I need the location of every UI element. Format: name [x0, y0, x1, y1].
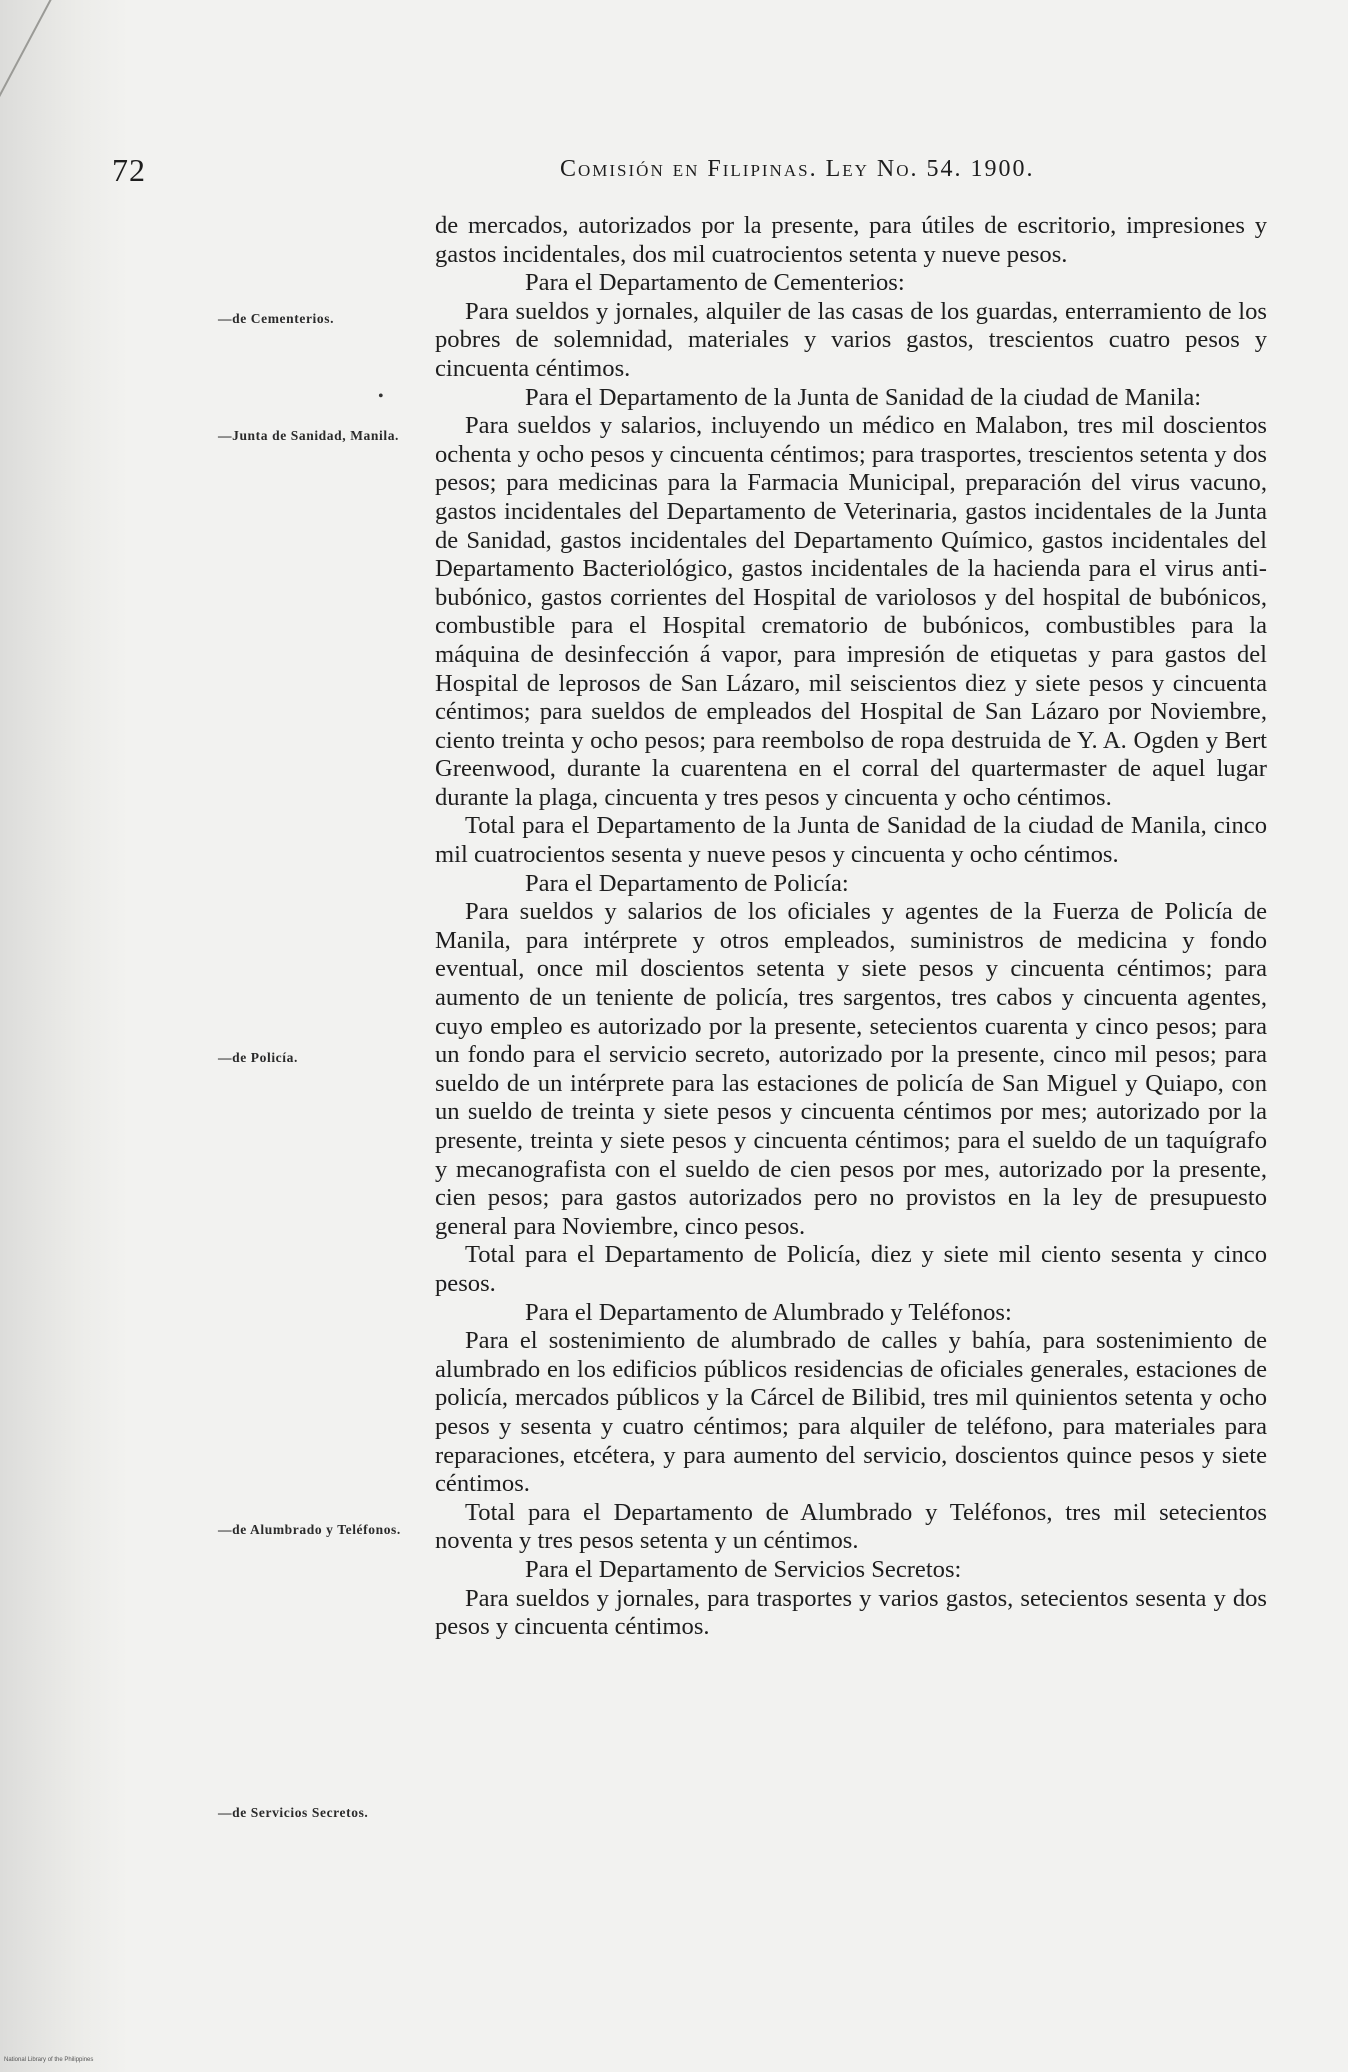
library-footer: National Library of the Philippines [4, 2057, 94, 2063]
margin-note-junta-sanidad: —Junta de Sanidad, Manila. [218, 428, 400, 443]
paragraph-servicios-secretos: Para sueldos y jornales, para trasportes y varios gastos, setecientos sesenta y dos pesos y cincuenta céntimos. [435, 1584, 1267, 1641]
total-junta-sanidad: Total para el Departamento de la Junta de Sanidad de la ciudad de Manila, cinco mil cuatrocientos sesenta y nueve pesos y cincuenta y ocho céntimos. [435, 812, 1267, 869]
paragraph-continuation: de mercados, autorizados por la presente, para útiles de escritorio, impresiones y gastos incidentales, dos mil cuatrocientos setenta y nueve pesos. [435, 212, 1267, 268]
page-shadow-edge [0, 0, 130, 2072]
heading-alumbrado: Para el Departamento de Alumbrado y Teléfonos: [525, 1298, 1012, 1326]
running-head: Comisión en Filipinas. Ley No. 54. 1900. [560, 156, 1035, 182]
total-alumbrado: Total para el Departamento de Alumbrado y Teléfonos, tres mil setecientos noventa y tres pesos setenta y un céntimos. [435, 1498, 1267, 1555]
heading-cementerios: Para el Departamento de Cementerios: [525, 269, 905, 297]
heading-policia: Para el Departamento de Policía: [525, 869, 849, 897]
heading-servicios-secretos: Para el Departamento de Servicios Secretos: [525, 1555, 962, 1583]
paragraph-policia: Para sueldos y salarios de los oficiales y agentes de la Fuerza de Policía de Manila, para intérprete y otros empleados, suministros de medicina y fondo eventual, once mil doscientos setenta y siete pesos y cincuenta céntimos; para aumento de un teniente de policía, tres sargentos, tres cabos y cincuenta agentes, cuyo empleo es autorizado por la presente, setecientos cuarenta y cinco pesos; para un fondo para el servicio secreto, autorizado por la presente, cinco mil pesos; para sueldo de un intérprete para las estaciones de policía de San Miguel y Quiapo, con un sueldo de treinta y siete pesos y cincuenta céntimos por mes; autorizado por la presente, treinta y siete pesos y cincuenta céntimos; para el sueldo de un taquígrafo y mecanografista con el sueldo de cien pesos por mes, autorizado por la presente, cien pesos; para gastos autorizados pero no provistos en la ley de presupuesto general para Noviembre, cinco pesos. [435, 898, 1267, 1240]
paragraph-junta-sanidad: Para sueldos y salarios, incluyendo un médico en Malabon, tres mil doscientos ochenta y ocho pesos y cincuenta céntimos; para trasportes, trescientos setenta y dos pesos; para medicinas para la Farmacia Municipal, preparación del virus vacuno, gastos incidentales del Departamento de Veterinaria, gastos incidentales de la Junta de Sanidad, gastos incidentales del Departamento Químico, gastos incidentales del Departamento Bacteriológico, gastos incidentales de la hacienda para el virus anti-bubónico, gastos corrientes del Hospital de variolosos y del hospital de bubónicos, combustible para el Hospital crematorio de bubónicos, combustibles para la máquina de desinfección á vapor, para impresión de etiquetas y para gastos del Hospital de leprosos de San Lázaro, mil seiscientos diez y siete pesos y cincuenta céntimos; para sueldos de empleados del Hospital de San Lázaro por Noviembre, ciento treinta y ocho pesos; para reembolso de ropa destruida de Y. A. Ogden y Bert Greenwood, durante la cuarentena en el corral del quartermaster de aquel lugar durante la plaga, cincuenta y tres pesos y cincuenta y ocho céntimos. [435, 412, 1267, 811]
total-policia: Total para el Departamento de Policía, diez y siete mil ciento sesenta y cinco pesos. [435, 1241, 1267, 1297]
margin-note-servicios-secretos: —de Servicios Secretos. [218, 1805, 369, 1820]
paragraph-cementerios: Para sueldos y jornales, alquiler de las casas de los guardas, enterramiento de los pobres de solemnidad, materiales y varios gastos, trescientos cuatro pesos y cincuenta céntimos. [435, 297, 1267, 382]
heading-junta-sanidad: Para el Departamento de la Junta de Sanidad de la ciudad de Manila: [525, 383, 1202, 411]
page-number: 72 [112, 152, 146, 188]
paragraph-alumbrado: Para el sostenimiento de alumbrado de calles y bahía, para sostenimiento de alumbrado en los edificios públicos residencias de oficiales generales, estaciones de policía, mercados públicos y la Cárcel de Bilibid, tres mil quinientos setenta y ocho pesos y sesenta y cuatro céntimos; para alquiler de teléfono, para materiales para reparaciones, etcétera, y para aumento del servicio, doscientos quince pesos y siete céntimos. [435, 1327, 1267, 1498]
body-text [435, 212, 1267, 1642]
bullet-mark: • [378, 388, 384, 405]
margin-note-cementerios: —de Cementerios. [218, 311, 335, 326]
margin-note-alumbrado: —de Alumbrado y Teléfonos. [218, 1522, 401, 1537]
margin-note-policia: —de Policía. [218, 1050, 298, 1065]
